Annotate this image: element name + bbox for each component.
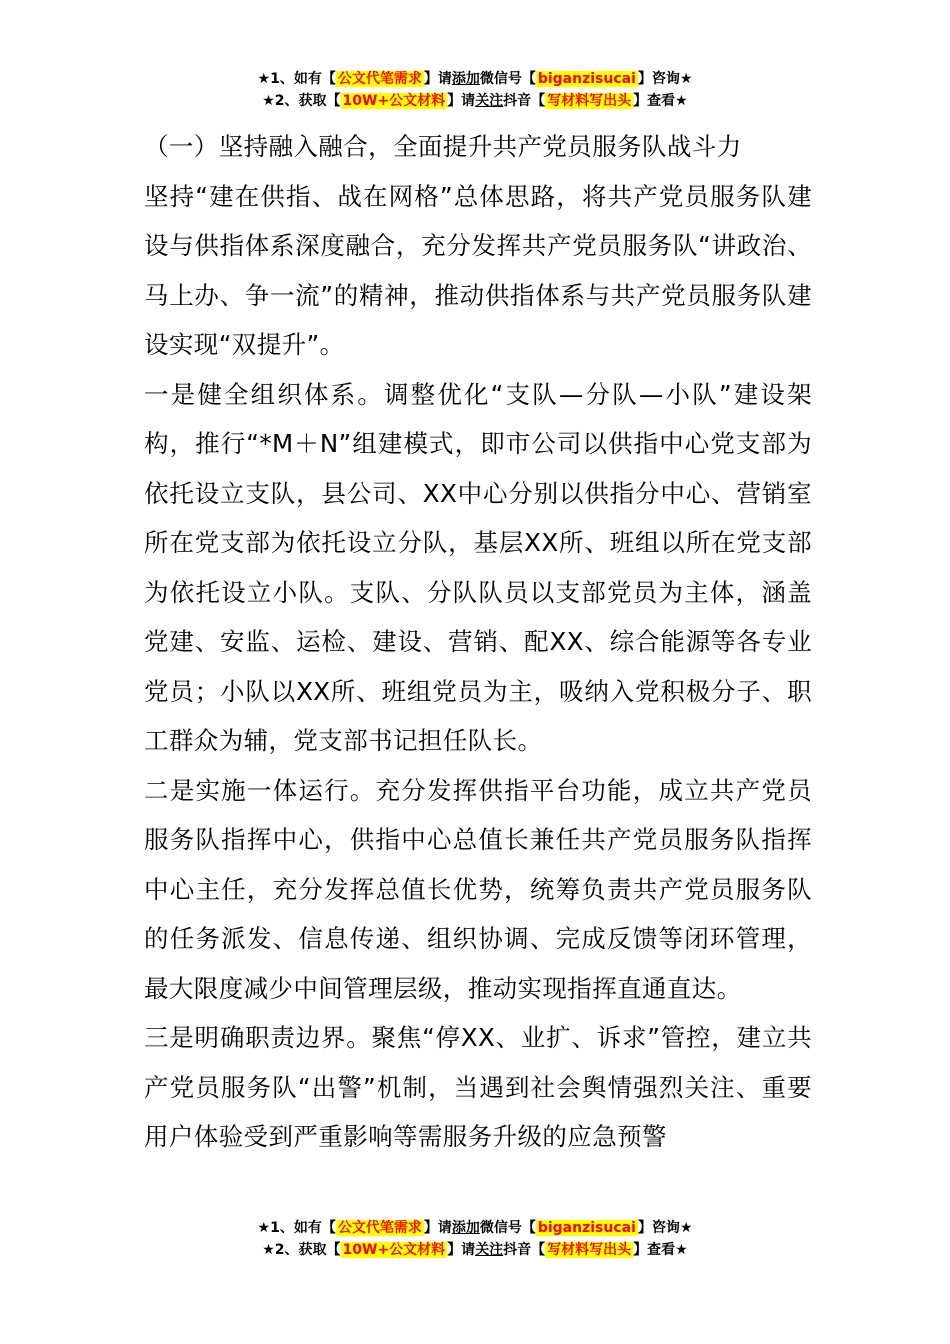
banner-text: 】请 [423,71,452,87]
banner-text: ★2、获取【 [262,93,341,109]
highlight-wechat-id: biganzisucai [537,1220,636,1236]
banner-text: ★1、如有【 [257,1220,336,1236]
banner-text: 】请 [447,1242,476,1258]
banner-text: 】咨询★ [637,71,693,87]
banner-text: 】查看★ [633,93,688,109]
banner-text: ★1、如有【 [257,71,336,87]
banner-text: ★2、获取【 [262,1242,341,1258]
top-banner [0,68,950,112]
underlined-text: 添加 [451,71,480,87]
highlight-ghostwriting: 公文代笔需求 [337,1220,422,1236]
paragraph-organization: 一是健全组织体系。调整优化“支队—分队—小队”建设架构，推行“*M＋N”组建模式，即市公司以供指中心党支部为依托设立支队，县公司、XX中心分别以供指分中心、营销室所在党支部为依托设立分队，基层XX所、班组以所在党支部为依托设立小队。支队、分队队员以支部党员为主体，涵盖党建、安监、运检、建设、营销、配XX、综合能源等各专业党员；小队以XX所、班组党员为主，吸纳入党积极分子、职工群众为辅，党支部书记担任队长。 [144,379,812,755]
document-body [144,122,812,1162]
underlined-text: 关注 [475,1242,504,1258]
banner-text: 抖音【 [503,1242,546,1258]
underlined-text: 添加 [451,1220,480,1236]
banner-line-2 [0,90,950,112]
highlight-ghostwriting: 公文代笔需求 [337,71,422,87]
banner-line-1 [0,1217,950,1239]
paragraph-responsibility: 三是明确职责边界。聚焦“停XX、业扩、诉求”管控，建立共产党员服务队“出警”机制，当遇到社会舆情强烈关注、重要用户体验受到严重影响等需服务升级的应急预警 [144,1023,812,1151]
underlined-text: 关注 [475,93,504,109]
section-heading: （一）坚持融入融合，全面提升共产党员服务队战斗力 [144,132,742,161]
paragraph-intro: 坚持“建在供指、战在网格”总体思路，将共产党员服务队建设与供指体系深度融合，充分发挥共产党员服务队“讲政治、马上办、争一流”的精神，推动供指体系与共产党员服务队建设实现“双提升”。 [144,181,812,359]
highlight-materials: 10W+公文材料 [342,1242,446,1258]
banner-text: 】请 [423,1220,452,1236]
banner-text: 微信号【 [479,71,536,87]
highlight-materials: 10W+公文材料 [342,93,446,109]
highlight-douyin: 写材料写出头 [547,1242,632,1258]
highlight-douyin: 写材料写出头 [547,93,632,109]
banner-text: 抖音【 [503,93,546,109]
banner-line-1 [0,68,950,90]
banner-text: 】请 [447,93,476,109]
bottom-banner [0,1217,950,1261]
paragraph-operation: 二是实施一体运行。充分发挥供指平台功能，成立共产党员服务队指挥中心，供指中心总值长兼任共产党员服务队指挥中心主任，充分发挥总值长优势，统筹负责共产党员服务队的任务派发、信息传递、组织协调、完成反馈等闭环管理，最大限度减少中间管理层级，推动实现指挥直通直达。 [144,775,812,1003]
banner-line-2 [0,1239,950,1261]
highlight-wechat-id: biganzisucai [537,71,636,87]
banner-text: 】咨询★ [637,1220,693,1236]
banner-text: 】查看★ [633,1242,688,1258]
banner-text: 微信号【 [479,1220,536,1236]
